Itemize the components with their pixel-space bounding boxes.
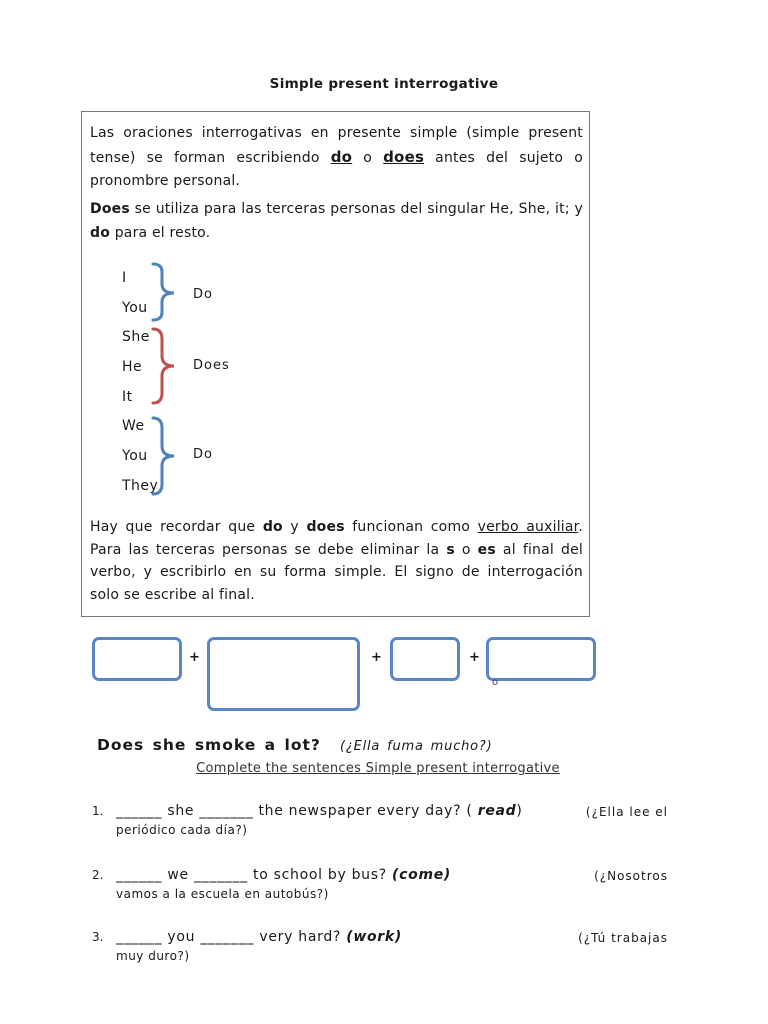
aux-label-group-3: Do (193, 447, 213, 462)
plus-sign: + (371, 650, 382, 665)
answer-blank[interactable]: ______ (116, 867, 163, 883)
exercise-instructions: Complete the sentences Simple present interrogative (196, 761, 560, 776)
verb-hint: (work) (346, 929, 402, 945)
exercise-line: ______ you _______ very hard? (work) (¿Tú trabajas (116, 929, 668, 945)
keyword-s: s (446, 541, 455, 558)
plus-sign: + (469, 650, 480, 665)
verbo-auxiliar-term: verbo auxiliar (477, 519, 579, 535)
page-title: Simple present interrogative (269, 76, 499, 92)
pronoun: We (122, 418, 145, 434)
pronoun: You (122, 300, 148, 316)
brace-path (153, 329, 174, 403)
brace-path (153, 264, 174, 320)
translation-end: vamos a la escuela en autobús?) (116, 887, 329, 901)
verb-hint: (come) (392, 867, 452, 883)
pronoun: It (122, 389, 133, 405)
formula-box-complement (486, 637, 596, 681)
exercise-number: 2. (92, 868, 104, 882)
plus-sign: + (189, 650, 200, 665)
pronoun: You (122, 448, 148, 464)
exercise-number: 1. (92, 804, 104, 818)
usage-paragraph: Does se utiliza para las terceras personas del singular He, She, it; y do para el resto. (90, 201, 583, 241)
formula-box-verb (390, 637, 460, 681)
translation-start: (¿Nosotros (594, 869, 668, 883)
translation-end: periódico cada día?) (116, 823, 248, 837)
exercise-line: ______ we _______ to school by bus? (come) (¿Nosotros (116, 867, 668, 883)
pronoun: He (122, 359, 143, 375)
stray-letter-o: o (492, 677, 499, 688)
keyword-es: es (477, 541, 496, 558)
pronoun: I (122, 270, 127, 286)
aux-label-group-2: Does (193, 358, 230, 373)
aux-label-group-1: Do (193, 287, 213, 302)
translation-end: muy duro?) (116, 949, 190, 963)
pronoun: She (122, 329, 150, 345)
keyword-does: does (383, 147, 425, 166)
answer-blank[interactable]: _______ (199, 803, 254, 819)
answer-blank[interactable]: _______ (193, 867, 248, 883)
keyword-do: do (330, 147, 353, 166)
translation-start: (¿Tú trabajas (578, 931, 668, 945)
example-translation: (¿Ella fuma mucho?) (340, 739, 493, 754)
remember-paragraph: Hay que recordar que do y does funcionan como verbo auxiliar. Para las terceras personas se debe eliminar la s o es al final del verbo, y escribirlo en su forma simple. El signo de interrogación solo se escribe al final. (90, 519, 583, 603)
example-sentence: Does she smoke a lot? (97, 736, 321, 754)
keyword-do-bold: do (262, 519, 283, 535)
formula-box-subject (207, 637, 360, 711)
pronoun: They (122, 478, 159, 494)
formula-box-aux (92, 637, 182, 681)
explanation-box (81, 111, 590, 617)
keyword-does-bold: does (306, 519, 345, 535)
answer-blank[interactable]: ______ (116, 929, 163, 945)
brace-path (153, 418, 174, 494)
translation-start: (¿Ella lee el (585, 805, 668, 819)
keyword-do-bold: do (90, 224, 111, 241)
verb-hint: read (477, 803, 517, 819)
answer-blank[interactable]: ______ (116, 803, 163, 819)
exercise-number: 3. (92, 930, 104, 944)
keyword-does-bold: Does (90, 201, 130, 217)
brace-group-2 (147, 327, 181, 405)
exercise-line: ______ she _______ the newspaper every day? ( read) (¿Ella lee el (116, 803, 668, 819)
brace-group-1 (147, 262, 181, 322)
answer-blank[interactable]: _______ (200, 929, 255, 945)
brace-group-3 (147, 416, 181, 496)
intro-paragraph: Las oraciones interrogativas en presente simple (simple present tense) se forman escribiendo do o does antes del sujeto o pronombre personal. (90, 125, 583, 189)
